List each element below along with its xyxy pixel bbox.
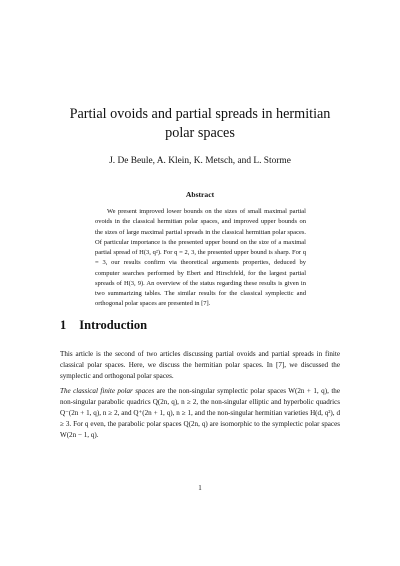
intro-paragraph-2: [60, 386, 340, 441]
paper-title: Partial ovoids and partial spreads in hermitian polar spaces: [69, 106, 331, 141]
abstract-heading: Abstract: [185, 190, 215, 199]
section-number: 1: [60, 318, 67, 332]
intro-paragraph-1: This article is the second of two articles discussing partial ovoids and partial spreads in finite classical polar spaces. Here, we discuss the hermitian polar spaces. In [7], we discussed the symplectic and orthogonal polar spaces.: [60, 350, 340, 380]
author-list: J. De Beule, A. Klein, K. Metsch, and L. Storme: [109, 156, 291, 166]
section-title: Introduction: [79, 318, 148, 332]
emphasis-text: The classical finite polar spaces: [60, 387, 155, 395]
abstract-body: We present improved lower bounds on the sizes of small maximal partial ovoids in the classical hermitian polar spaces, and improved upper bounds on the sizes of large maximal partial spreads in the classical hermitian polar spaces. Of particular importance is the presented upper bound on the size of a maximal partial spread of H(3, q²). For q = 2, 3, the presented upper bound is sharp. For q = 3, our results confirm via theoretical arguments properties, deduced by computer searches performed by Ebert and Hirschfeld, for the largest partial spreads of H(3, 9). An overview of the status regarding these results is given in two summarizing tables. The similar results for the classical symplectic and orthogonal polar spaces are presented in [7].: [95, 208, 306, 308]
paragraph-text: are the non-singular symplectic polar spaces W(2n + 1, q), the non-singular parabolic quadrics Q(2n, q), n ≥ 2, the non-singular elliptic and hyperbolic quadrics Q⁻(2n + 1, q), n ≥ 2, and Q⁺(2n + 1, q), n ≥ 1, and the non-singular hermitian varieties H(d, q²), d ≥ 3. For q even, the parabolic polar spaces Q(2n, q) are isomorphic to the symplectic polar spaces W(2n − 1, q).: [60, 387, 340, 439]
page-number: 1: [198, 484, 202, 492]
section-heading-introduction: [60, 318, 147, 333]
